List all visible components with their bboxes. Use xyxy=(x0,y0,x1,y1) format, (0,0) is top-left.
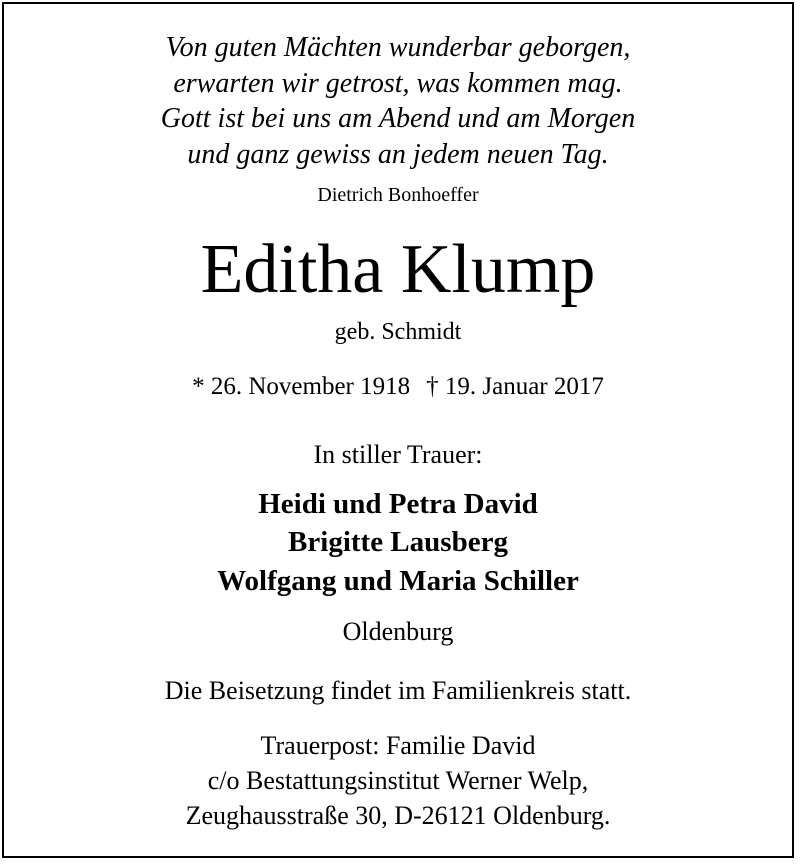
birth-date: * 26. November 1918 xyxy=(192,373,411,400)
address-line: Zeughausstraße 30, D-26121 Oldenburg. xyxy=(185,801,611,830)
quote-line: erwarten wir getrost, was kommen mag. xyxy=(173,68,623,99)
quote-author: Dietrich Bonhoeffer xyxy=(317,184,479,206)
obituary-notice xyxy=(2,2,794,858)
address-line: c/o Bestattungsinstitut Werner Welp, xyxy=(207,766,589,795)
life-dates xyxy=(4,374,792,399)
mourners-place: Oldenburg xyxy=(342,617,454,646)
mourner-name: Wolfgang und Maria Schiller xyxy=(217,565,579,597)
funeral-note: Die Beisetzung findet im Familienkreis statt. xyxy=(164,676,632,705)
quote-line: und ganz gewiss an jedem neuen Tag. xyxy=(187,139,609,170)
death-date: † 19. Januar 2017 xyxy=(426,373,604,400)
mourning-intro: In stiller Trauer: xyxy=(313,440,483,469)
quote-line: Gott ist bei uns am Abend und am Morgen xyxy=(160,103,636,134)
quote-line: Von guten Mächten wunderbar geborgen, xyxy=(165,32,631,63)
deceased-name: Editha Klump xyxy=(200,231,596,308)
address-line: Trauerpost: Familie David xyxy=(260,731,536,760)
mourner-name: Brigitte Lausberg xyxy=(288,526,508,558)
mourner-name: Heidi und Petra David xyxy=(258,488,538,520)
maiden-name: geb. Schmidt xyxy=(334,319,462,345)
